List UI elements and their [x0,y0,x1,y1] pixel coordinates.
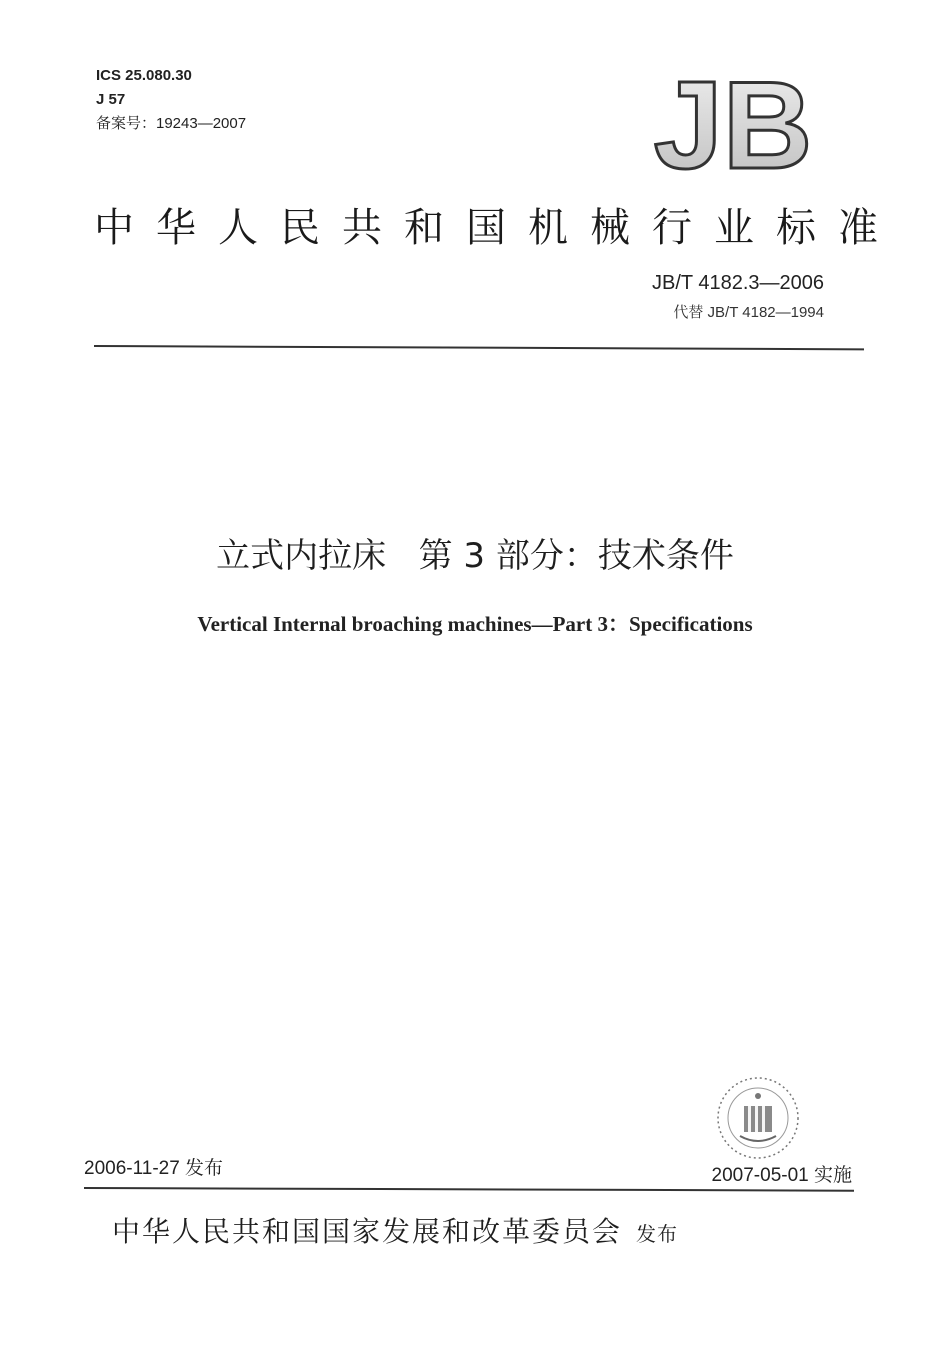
classification-code: J 57 [96,91,126,108]
standard-number: JB/T 4182.3—2006 [652,272,824,294]
jb-logo [638,66,828,186]
publisher-seal-icon [712,1072,804,1164]
bottom-divider [84,1187,854,1192]
document-meta [96,64,246,136]
publisher-line [112,1210,678,1250]
publisher-name: 中华人民共和国国家发展和改革委员会 [112,1215,623,1248]
top-divider [94,345,864,350]
standard-title: 中华人民共和国机械行业标准 [94,205,900,251]
document-title-en: Vertical Internal broaching machines—Part 3：Specifications [197,612,753,636]
replaces-standard: 代替 JB/T 4182—1994 [673,304,824,321]
filing-number: 备案号：19243—2007 [96,115,247,132]
document-title-cn: 立式内拉床 第 3 部分：技术条件 [216,536,734,576]
jb-logo-text: JB [653,66,813,186]
ics-code: ICS 25.080.30 [96,67,192,84]
issue-date: 2006-11-27 发布 [84,1158,224,1179]
implementation-date: 2007-05-01 实施 [711,1165,852,1186]
publisher-suffix: 发布 [636,1222,679,1246]
